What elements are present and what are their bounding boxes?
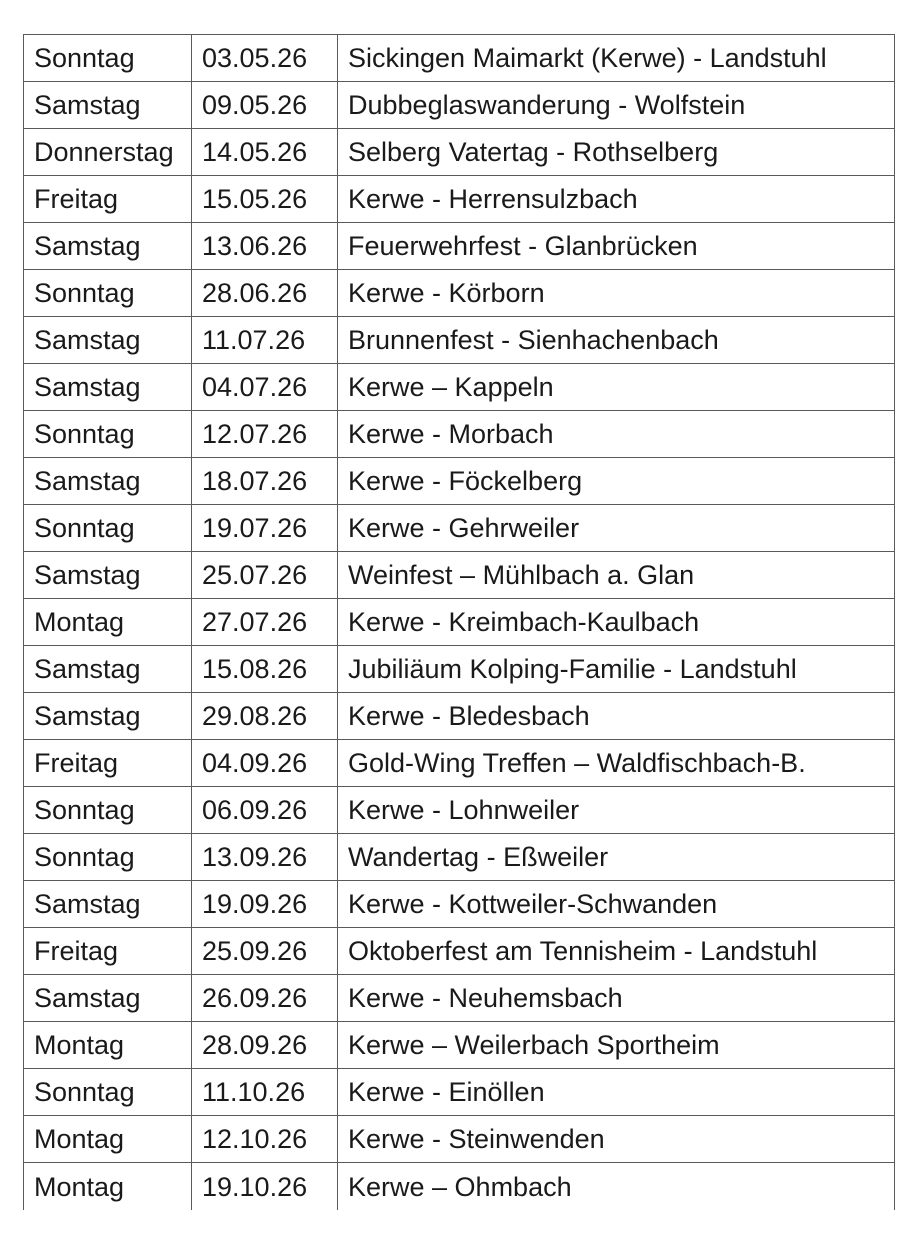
event-cell: Selberg Vatertag - Rothselberg: [338, 129, 895, 176]
event-cell: Oktoberfest am Tennisheim - Landstuhl: [338, 928, 895, 975]
table-row: [24, 411, 895, 458]
date-cell: 04.07.26: [192, 364, 338, 411]
event-cell: Sickingen Maimarkt (Kerwe) - Landstuhl: [338, 35, 895, 82]
table-row: [24, 646, 895, 693]
date-cell: 25.07.26: [192, 552, 338, 599]
weekday-cell: Sonntag: [24, 35, 192, 82]
event-cell: Kerwe – Kappeln: [338, 364, 895, 411]
table-row: [24, 82, 895, 129]
weekday-cell: Donnerstag: [24, 129, 192, 176]
weekday-cell: Montag: [24, 599, 192, 646]
event-cell: Kerwe - Steinwenden: [338, 1116, 895, 1163]
table-row: [24, 317, 895, 364]
table-row: [24, 1163, 895, 1211]
weekday-cell: Samstag: [24, 552, 192, 599]
table-row: [24, 1069, 895, 1116]
weekday-cell: Sonntag: [24, 787, 192, 834]
weekday-cell: Samstag: [24, 317, 192, 364]
weekday-cell: Samstag: [24, 881, 192, 928]
event-schedule-body: [24, 35, 895, 1211]
event-cell: Kerwe - Föckelberg: [338, 458, 895, 505]
event-cell: Kerwe - Einöllen: [338, 1069, 895, 1116]
weekday-cell: Freitag: [24, 928, 192, 975]
date-cell: 15.05.26: [192, 176, 338, 223]
weekday-cell: Sonntag: [24, 505, 192, 552]
weekday-cell: Samstag: [24, 458, 192, 505]
weekday-cell: Montag: [24, 1022, 192, 1069]
date-cell: 19.09.26: [192, 881, 338, 928]
table-row: [24, 881, 895, 928]
date-cell: 18.07.26: [192, 458, 338, 505]
table-row: [24, 458, 895, 505]
event-cell: Brunnenfest - Sienhachenbach: [338, 317, 895, 364]
event-cell: Kerwe - Herrensulzbach: [338, 176, 895, 223]
event-cell: Jubiliäum Kolping-Familie - Landstuhl: [338, 646, 895, 693]
event-cell: Kerwe – Ohmbach: [338, 1163, 895, 1211]
event-cell: Kerwe - Morbach: [338, 411, 895, 458]
table-row: [24, 364, 895, 411]
date-cell: 28.09.26: [192, 1022, 338, 1069]
table-row: [24, 1116, 895, 1163]
date-cell: 11.07.26: [192, 317, 338, 364]
weekday-cell: Samstag: [24, 364, 192, 411]
weekday-cell: Montag: [24, 1163, 192, 1211]
weekday-cell: Montag: [24, 1116, 192, 1163]
event-cell: Kerwe - Gehrweiler: [338, 505, 895, 552]
table-row: [24, 834, 895, 881]
date-cell: 12.10.26: [192, 1116, 338, 1163]
event-cell: Gold-Wing Treffen – Waldfischbach-B.: [338, 740, 895, 787]
date-cell: 09.05.26: [192, 82, 338, 129]
weekday-cell: Samstag: [24, 646, 192, 693]
table-row: [24, 1022, 895, 1069]
event-cell: Kerwe - Bledesbach: [338, 693, 895, 740]
date-cell: 26.09.26: [192, 975, 338, 1022]
table-row: [24, 975, 895, 1022]
date-cell: 12.07.26: [192, 411, 338, 458]
event-cell: Wandertag - Eßweiler: [338, 834, 895, 881]
date-cell: 14.05.26: [192, 129, 338, 176]
table-row: [24, 740, 895, 787]
weekday-cell: Sonntag: [24, 1069, 192, 1116]
table-row: [24, 35, 895, 82]
date-cell: 13.09.26: [192, 834, 338, 881]
event-schedule-table: [23, 34, 895, 1210]
weekday-cell: Freitag: [24, 740, 192, 787]
date-cell: 03.05.26: [192, 35, 338, 82]
date-cell: 04.09.26: [192, 740, 338, 787]
event-cell: Kerwe - Kreimbach-Kaulbach: [338, 599, 895, 646]
weekday-cell: Samstag: [24, 693, 192, 740]
date-cell: 19.07.26: [192, 505, 338, 552]
event-cell: Feuerwehrfest - Glanbrücken: [338, 223, 895, 270]
table-row: [24, 599, 895, 646]
weekday-cell: Sonntag: [24, 411, 192, 458]
event-cell: Kerwe - Körborn: [338, 270, 895, 317]
table-row: [24, 693, 895, 740]
weekday-cell: Sonntag: [24, 834, 192, 881]
event-cell: Kerwe - Neuhemsbach: [338, 975, 895, 1022]
date-cell: 11.10.26: [192, 1069, 338, 1116]
weekday-cell: Sonntag: [24, 270, 192, 317]
table-row: [24, 223, 895, 270]
table-row: [24, 505, 895, 552]
date-cell: 28.06.26: [192, 270, 338, 317]
weekday-cell: Freitag: [24, 176, 192, 223]
event-cell: Kerwe – Weilerbach Sportheim: [338, 1022, 895, 1069]
date-cell: 25.09.26: [192, 928, 338, 975]
weekday-cell: Samstag: [24, 223, 192, 270]
table-row: [24, 176, 895, 223]
weekday-cell: Samstag: [24, 975, 192, 1022]
table-row: [24, 928, 895, 975]
date-cell: 29.08.26: [192, 693, 338, 740]
weekday-cell: Samstag: [24, 82, 192, 129]
date-cell: 19.10.26: [192, 1163, 338, 1211]
date-cell: 13.06.26: [192, 223, 338, 270]
event-cell: Dubbeglaswanderung - Wolfstein: [338, 82, 895, 129]
event-cell: Kerwe - Kottweiler-Schwanden: [338, 881, 895, 928]
event-cell: Weinfest – Mühlbach a. Glan: [338, 552, 895, 599]
table-row: [24, 270, 895, 317]
event-cell: Kerwe - Lohnweiler: [338, 787, 895, 834]
table-row: [24, 787, 895, 834]
date-cell: 06.09.26: [192, 787, 338, 834]
table-row: [24, 129, 895, 176]
table-row: [24, 552, 895, 599]
date-cell: 15.08.26: [192, 646, 338, 693]
date-cell: 27.07.26: [192, 599, 338, 646]
